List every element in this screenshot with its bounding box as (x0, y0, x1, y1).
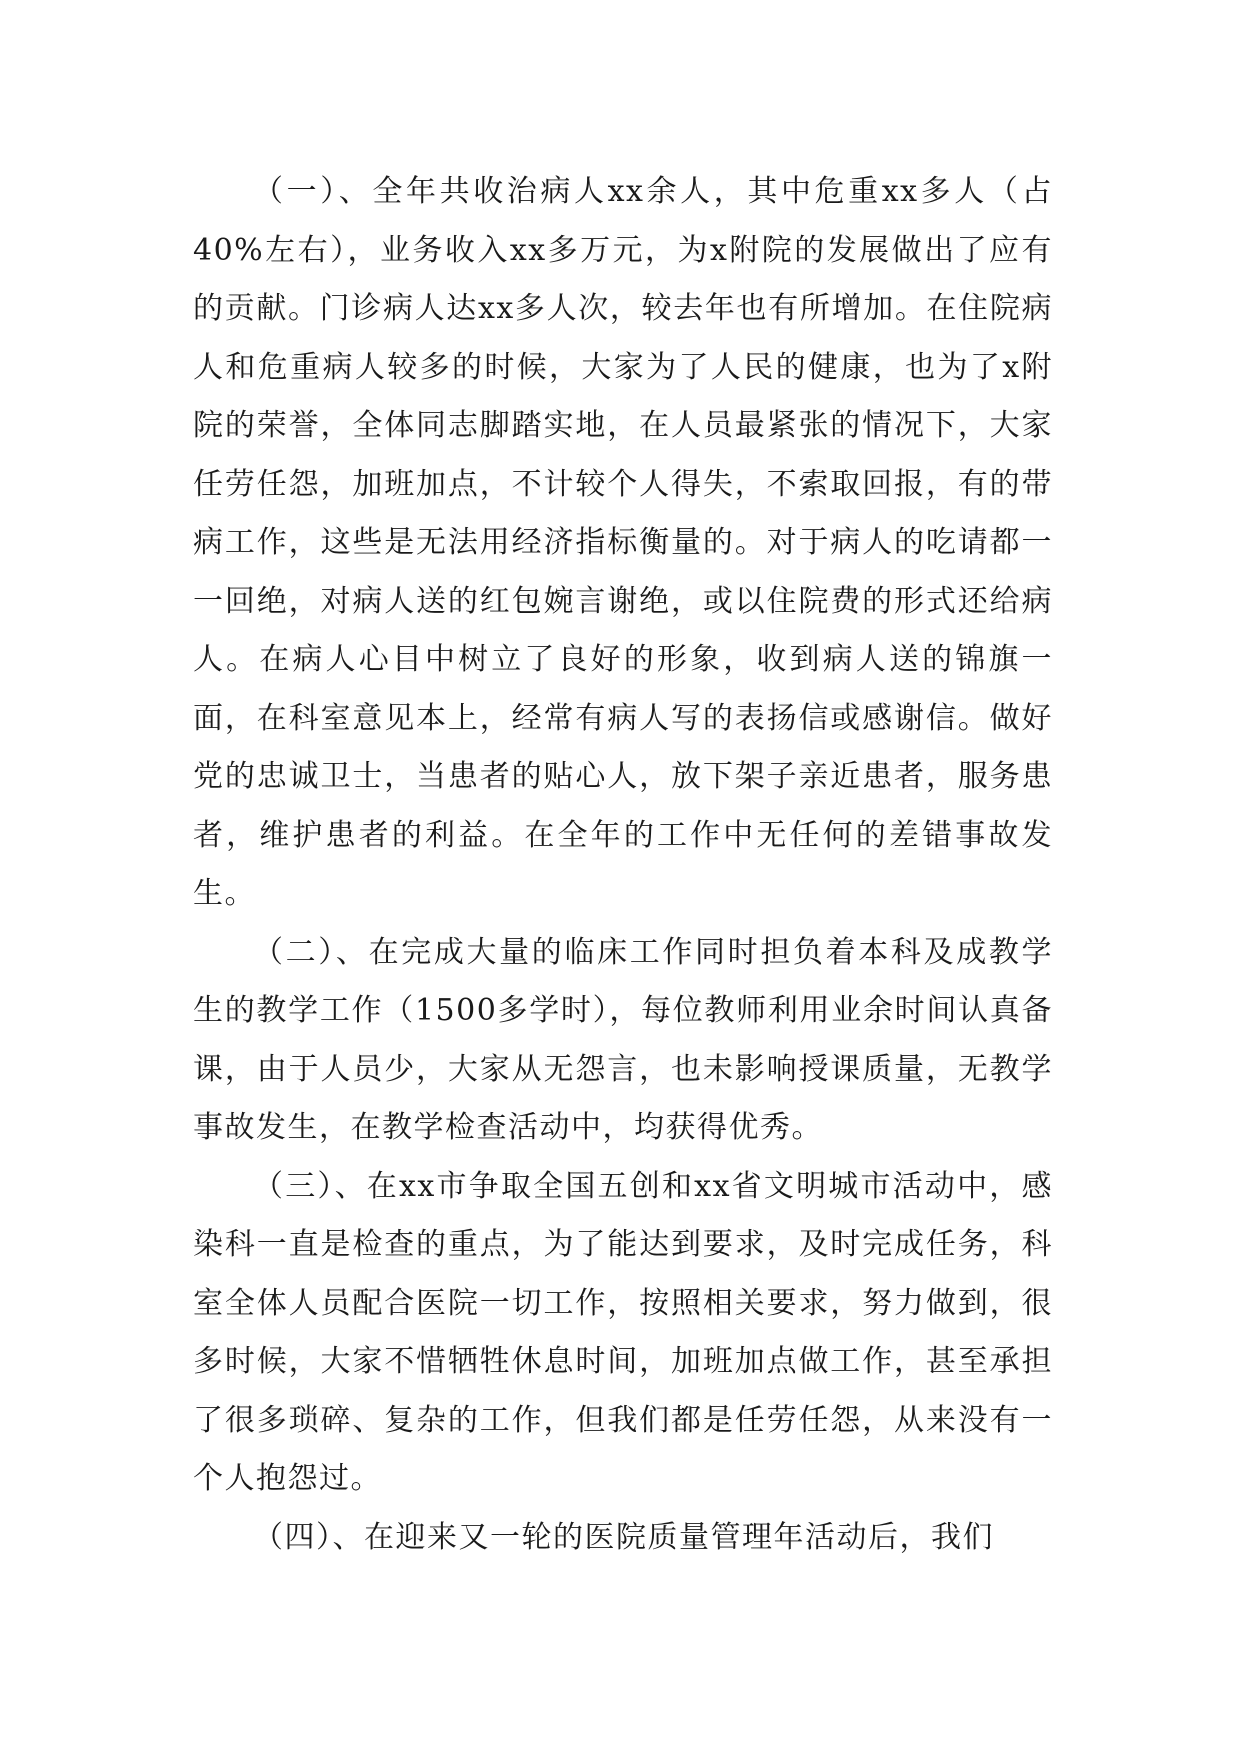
document-body (193, 163, 1053, 1567)
paragraph-1: （一）、全年共收治病人xx余人，其中危重xx多人（占40%左右），业务收入xx多万元，为x附院的发展做出了应有的贡献。门诊病人达xx多人次，较去年也有所增加。在住院病人和危重病人较多的时候，大家为了人民的健康，也为了x附院的荣誉，全体同志脚踏实地，在人员最紧张的情况下，大家任劳任怨，加班加点，不计较个人得失，不索取回报，有的带病工作，这些是无法用经济指标衡量的。对于病人的吃请都一一回绝，对病人送的红包婉言谢绝，或以住院费的形式还给病人。在病人心目中树立了良好的形象，收到病人送的锦旗一面，在科室意见本上，经常有病人写的表扬信或感谢信。做好党的忠诚卫士，当患者的贴心人，放下架子亲近患者，服务患者，维护患者的利益。在全年的工作中无任何的差错事故发生。 (193, 174, 1053, 911)
paragraph-2: （二）、在完成大量的临床工作同时担负着本科及成教学生的教学工作（1500多学时），每位教师利用业余时间认真备课，由于人员少，大家从无怨言，也未影响授课质量，无教学事故发生，在教学检查活动中，均获得优秀。 (193, 934, 1053, 1145)
paragraph-3: （三）、在xx市争取全国五创和xx省文明城市活动中，感染科一直是检查的重点，为了能达到要求，及时完成任务，科室全体人员配合医院一切工作，按照相关要求，努力做到，很多时候，大家不惜牺牲休息时间，加班加点做工作，甚至承担了很多琐碎、复杂的工作，但我们都是任劳任怨，从来没有一个人抱怨过。 (193, 1168, 1053, 1496)
paragraph-4: （四）、在迎来又一轮的医院质量管理年活动后，我们 (253, 1519, 994, 1555)
